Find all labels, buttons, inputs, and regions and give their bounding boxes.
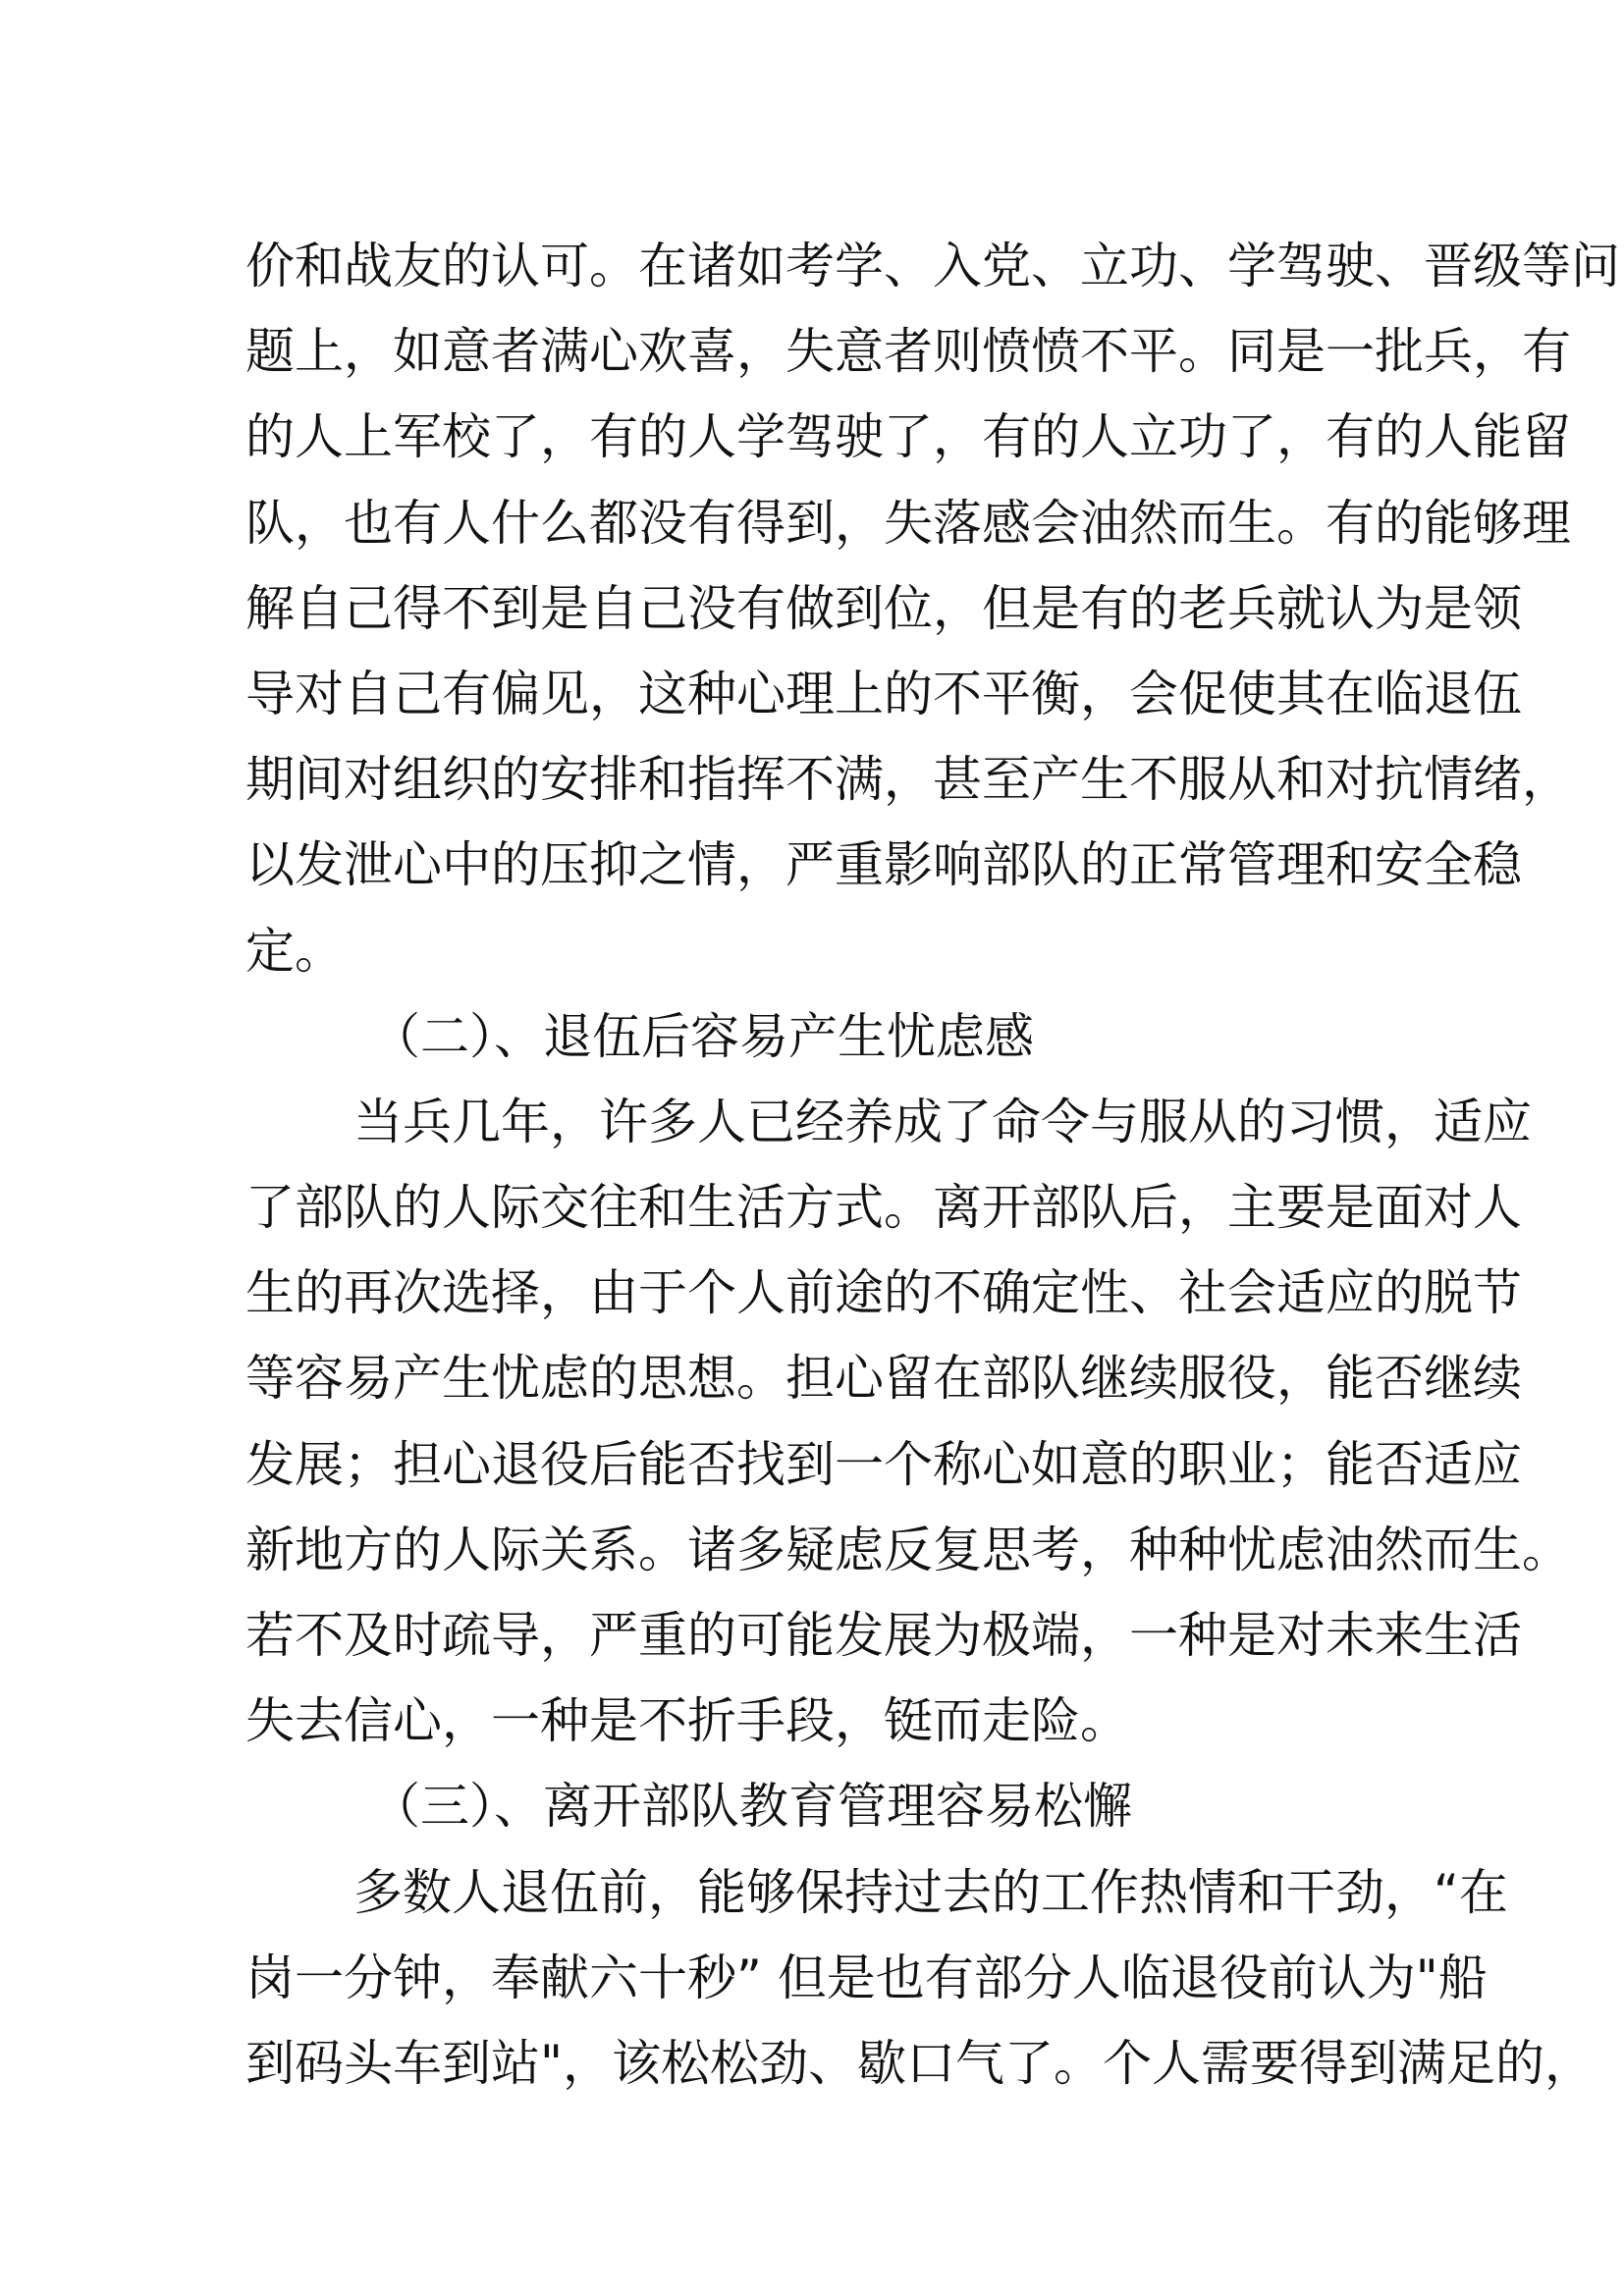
text-line: 导对自己有偏见，这种心理上的不平衡，会促使其在临退伍 bbox=[245, 665, 1522, 722]
paragraph-first-line: 当兵几年，许多人已经养成了命令与服从的习惯，适应 bbox=[353, 1093, 1532, 1150]
text-line: 若不及时疏导，严重的可能发展为极端，一种是对未来生活 bbox=[245, 1607, 1522, 1664]
text-line: 了部队的人际交往和生活方式。离开部队后，主要是面对人 bbox=[245, 1179, 1522, 1237]
text-line: 等容易产生忧虑的思想。担心留在部队继续服役，能否继续 bbox=[245, 1350, 1522, 1408]
text-line: 定。 bbox=[245, 922, 344, 980]
text-line: 生的再次选择，由于个人前途的不确定性、社会适应的脱节 bbox=[245, 1264, 1522, 1322]
text-line: 失去信心，一种是不折手段，铤而走险。 bbox=[245, 1692, 1129, 1750]
text-line: 新地方的人际关系。诸多疑虑反复思考，种种忧虑油然而生。 bbox=[245, 1521, 1571, 1578]
text-line: 岗一分钟，奉献六十秒” 但是也有部分人临退役前认为"船 bbox=[245, 1949, 1488, 2006]
section-heading: （二）、退伍后容易产生忧虑感 bbox=[371, 1007, 1034, 1065]
text-line: 的人上军校了，有的人学驾驶了，有的人立功了，有的人能留 bbox=[245, 408, 1571, 466]
body-text bbox=[245, 224, 1620, 2107]
text-line: 以发泄心中的压抑之情，严重影响部队的正常管理和安全稳 bbox=[245, 836, 1522, 894]
text-line: 队，也有人什么都没有得到，失落感会油然而生。有的能够理 bbox=[245, 494, 1571, 552]
text-line: 题上，如意者满心欢喜，失意者则愤愤不平。同是一批兵，有 bbox=[245, 323, 1571, 381]
text-line: 解自己得不到是自己没有做到位，但是有的老兵就认为是领 bbox=[245, 579, 1522, 637]
section-heading: （三）、离开部队教育管理容易松懈 bbox=[371, 1778, 1132, 1836]
text-line: 发展；担心退役后能否找到一个称心如意的职业；能否适应 bbox=[245, 1435, 1522, 1493]
text-line: 到码头车到站"，该松松劲、歇口气了。个人需要得到满足的， bbox=[245, 2034, 1594, 2092]
text-line: 价和战友的认可。在诸如考学、入党、立功、学驾驶、晋级等问 bbox=[245, 238, 1620, 294]
paragraph-first-line: 多数人退伍前，能够保持过去的工作热情和干劲，“在 bbox=[353, 1863, 1508, 1921]
text-line: 期间对组织的安排和指挥不满，甚至产生不服从和对抗情绪， bbox=[245, 751, 1571, 809]
